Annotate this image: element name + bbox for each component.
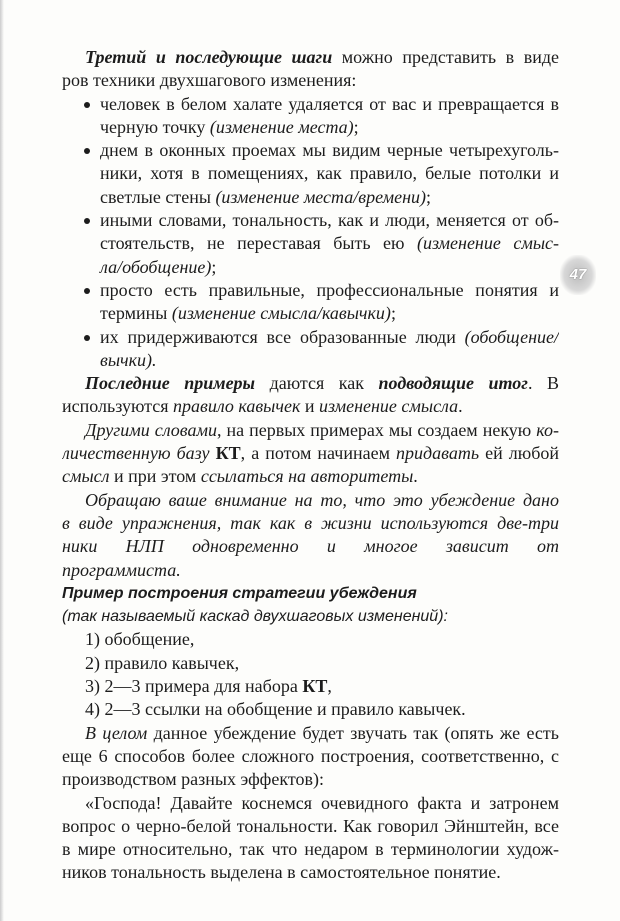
italic-text: правило кавычек [173, 396, 301, 417]
text-line [62, 815, 559, 838]
text-run: термины [100, 303, 172, 324]
text-line [62, 628, 559, 651]
text-line [62, 442, 559, 465]
text-run: просто есть правильные, профессиональные понятия и [100, 279, 559, 300]
bullet-item [62, 209, 559, 279]
text-run: даются как [255, 373, 379, 394]
text-line [62, 279, 559, 302]
text-run: ; [353, 116, 359, 137]
bold-text: КТ [215, 443, 241, 464]
text-run: (так называемый каскад двухшаговых изменений): [62, 608, 448, 626]
text-line [62, 675, 559, 698]
text-run: ей любой [479, 443, 559, 464]
text-run: ров техники двухшагового изменения: [62, 70, 357, 91]
text-run: 1) обобщение, [85, 629, 195, 650]
text-run: , [327, 676, 332, 697]
text-line [62, 512, 559, 535]
text-run: ; [211, 256, 217, 277]
text-run: 2) правило кавычек, [85, 652, 240, 673]
italic-text: ко- [536, 419, 559, 440]
bullet-icon [84, 102, 90, 108]
text-run: в мире относительно, так что недаром в терминологии худож- [62, 839, 559, 860]
text-run: светлые стены [100, 186, 216, 207]
bullet-item [62, 93, 559, 140]
paragraph [62, 792, 559, 885]
text-line [62, 698, 559, 721]
text-run: 3) 2—3 примера для набора [85, 676, 303, 697]
text-line [62, 326, 559, 349]
bold-text: КТ [302, 676, 328, 697]
text-run: «Господа! Давайте коснемся очевидного факта и затронем [85, 792, 559, 813]
text-run: стоятельств, не переставая быть ею [100, 233, 417, 254]
text-run: ; [390, 303, 396, 324]
text-line [62, 209, 559, 232]
text-line [62, 605, 559, 628]
text-run: , а потом начинаем [240, 443, 397, 464]
paragraph [62, 722, 559, 792]
paragraph [62, 419, 559, 489]
italic-text: ники НЛП одновременно и многое зависит от [62, 536, 559, 557]
text-run: используются [62, 396, 174, 417]
text-run: данное убеждение будет звучать так (опять же есть [147, 722, 559, 743]
text-line [62, 256, 559, 279]
text-run: . [458, 396, 463, 417]
italic-text: Обращаю ваше внимание на то, что это убеждение дано [85, 489, 559, 510]
bullet-icon [84, 288, 90, 294]
text-run: и [300, 396, 320, 417]
text-line [62, 419, 559, 442]
italic-text: ссылаться на авторитеты [200, 466, 414, 487]
bold-italic-text: Последние примеры [85, 373, 256, 394]
text-run: производством разных эффектов): [62, 769, 324, 790]
text-run: можно представить в виде [341, 47, 559, 67]
italic-text: придавать [396, 443, 480, 464]
text-line [62, 116, 559, 139]
text-run: их придерживаются все образованные люди [100, 326, 465, 347]
paragraph [62, 372, 559, 419]
text-line [62, 722, 559, 745]
italic-text: (изменение места) [209, 116, 354, 137]
bullet-item [62, 139, 559, 209]
italic-text: программиста. [62, 559, 181, 580]
text-line [62, 395, 559, 418]
paragraph [62, 46, 559, 93]
text-run: Пример построения стратегии убеждения [62, 584, 417, 602]
text-line [62, 489, 559, 512]
italic-text: (обобщение/ [464, 326, 559, 347]
text-line [62, 535, 559, 558]
bullet-item [62, 326, 559, 373]
text-line [62, 838, 559, 861]
text-line [62, 93, 559, 116]
text-run: вопрос о черно-белой тональности. Как говорил Эйнштейн, все [62, 815, 559, 836]
text-line [62, 232, 559, 255]
italic-text: личественную базу [62, 443, 210, 464]
paragraph [62, 489, 559, 582]
page-edge-shadow [0, 0, 4, 921]
text-run: человек в белом халате удаляется от вас и превращается в [100, 93, 559, 114]
text-line [62, 465, 559, 488]
text-run: днем в оконных проемах мы видим черные четырехуголь- [100, 140, 559, 161]
italic-text: изменение смысла [319, 396, 459, 417]
text-line [62, 768, 559, 791]
text-line [62, 792, 559, 815]
text-run: еще 6 способов более сложного построения, соответственно, с [62, 745, 559, 766]
italic-text: Другими словами [85, 419, 217, 440]
italic-text: в виде упражнения, так как в жизни используются две-три [62, 512, 559, 533]
text-line [62, 46, 559, 69]
italic-text: ла/обобщение) [100, 256, 212, 277]
section-heading [62, 582, 559, 629]
bold-italic-text: подводящие итог [378, 373, 528, 394]
italic-text: смысл [62, 466, 110, 487]
italic-text: (изменение смыс- [416, 233, 559, 254]
text-run: ники, хотя в помещениях, как правило, белые потолки и [100, 163, 559, 184]
italic-text: В целом [85, 722, 148, 743]
italic-text: (изменение смысла/кавычки) [171, 303, 391, 324]
text-line [62, 372, 559, 395]
text-line [62, 559, 559, 582]
text-run: и при этом [109, 466, 201, 487]
text-run: 4) 2—3 ссылки на обобщение и правило кавычек. [85, 699, 466, 720]
bullet-icon [84, 218, 90, 224]
italic-text: (изменение места/времени) [215, 186, 427, 207]
bold-italic-text: Третий и последующие шаги [85, 47, 333, 67]
text-line [62, 69, 559, 92]
book-page-text [62, 46, 559, 885]
text-line [62, 652, 559, 675]
text-line [62, 745, 559, 768]
text-line [62, 861, 559, 884]
italic-text: вычки). [100, 349, 157, 370]
text-run: иными словами, тональность, как и люди, меняется от об- [100, 210, 559, 231]
text-line [62, 349, 559, 372]
text-line [62, 302, 559, 325]
text-line [62, 582, 559, 605]
bullet-icon [84, 148, 90, 154]
text-line [62, 162, 559, 185]
page-number: 47 [560, 255, 596, 295]
text-line [62, 139, 559, 162]
text-run: , на первых примерах мы создаем некую [216, 419, 537, 440]
text-run: черную точку [100, 116, 210, 137]
bullet-icon [84, 335, 90, 341]
text-run: . В [527, 373, 559, 394]
text-run: ников тональность выделена в самостоятельное понятие. [62, 862, 501, 883]
text-line [62, 186, 559, 209]
bullet-item [62, 279, 559, 326]
numbered-item [62, 628, 559, 721]
text-run: . [413, 466, 418, 487]
text-run: ; [426, 186, 432, 207]
